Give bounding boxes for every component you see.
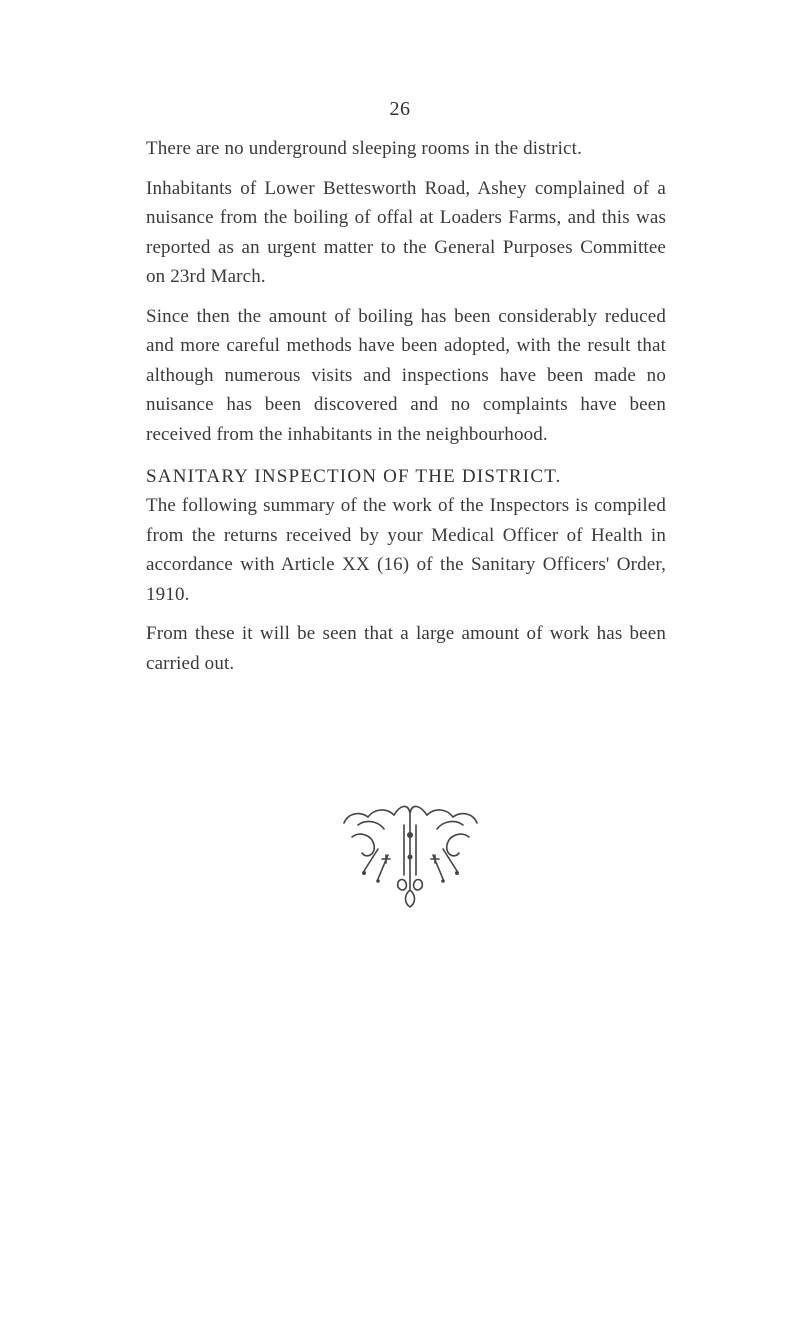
decorative-tailpiece-ornament-icon (338, 795, 483, 910)
page-number: 26 (389, 98, 411, 120)
paragraph-nuisance-complaint: Inhabitants of Lower Bettesworth Road, Ashey complained of a nuisance from the boiling of offal at Loaders Farms, and this was reported as an urgent matter to the General Purposes Committee on 23rd March. (146, 177, 666, 287)
page-body (146, 134, 666, 678)
paragraph-work-carried-out: From these it will be seen that a large amount of work has been carried out. (146, 623, 666, 674)
paragraph-underground-rooms: There are no underground sleeping rooms in the district. (146, 138, 582, 159)
paragraph-inspectors-summary: The following summary of the work of the Inspectors is compiled from the returns received by your Medical Officer of Health in accordance with Article XX (16) of the Sanitary Officers' Order, 1910. (146, 495, 666, 605)
paragraph-boiling-reduced: Since then the amount of boiling has been considerably reduced and more careful methods have been adopted, with the result that although numerous visits and inspections have been made no nuisance has been discovered and no complaints have been received from the inhabitants in the neighbourhood. (146, 305, 666, 445)
section-heading: SANITARY INSPECTION OF THE DISTRICT. (146, 466, 562, 487)
